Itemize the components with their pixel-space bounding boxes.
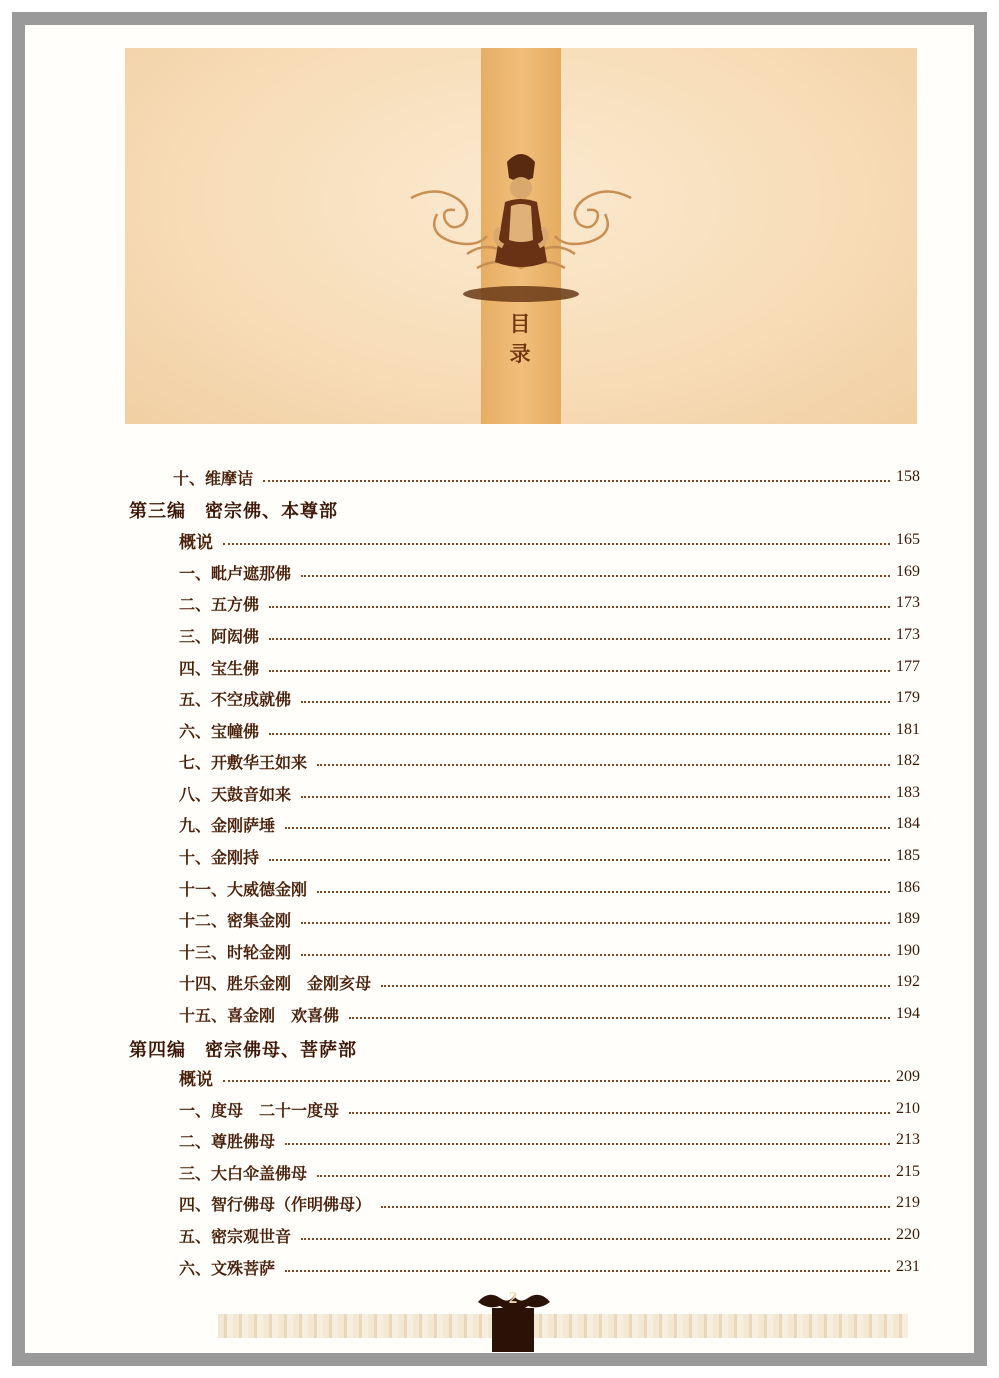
toc-entry[interactable] — [179, 686, 920, 710]
toc-entry[interactable] — [179, 718, 920, 742]
toc-entry-label: 十三、时轮金刚 — [179, 942, 292, 962]
toc-entry-label: 十五、喜金刚 欢喜佛 — [179, 1005, 340, 1025]
toc-entry[interactable] — [179, 749, 920, 773]
dot-leader — [269, 606, 890, 608]
dot-leader — [223, 1080, 890, 1082]
toc-entry[interactable] — [179, 1223, 920, 1247]
toc-entry-label: 二、尊胜佛母 — [179, 1131, 276, 1151]
toc-entry-label: 五、密宗观世音 — [179, 1226, 292, 1246]
toc-entry-label: 概说 — [179, 1069, 213, 1090]
dot-leader — [317, 891, 890, 893]
toc-entry-page: 219 — [896, 1194, 920, 1211]
dot-leader — [223, 543, 890, 545]
toc-entry-label: 十、金刚持 — [179, 847, 260, 867]
dot-leader — [301, 954, 890, 956]
toc-entry[interactable] — [179, 655, 920, 679]
dot-leader — [269, 638, 890, 640]
dot-leader — [285, 1143, 890, 1145]
toc-entry-page: 215 — [896, 1163, 920, 1180]
toc-entry[interactable] — [179, 844, 920, 868]
toc-entry[interactable] — [179, 812, 920, 836]
toc-entry[interactable] — [179, 623, 920, 647]
toc-entry-page: 182 — [896, 752, 920, 769]
page-number: 2 — [508, 1288, 518, 1307]
dot-leader — [317, 1175, 890, 1177]
toc-entry-page: 186 — [896, 879, 920, 896]
toc-entry[interactable] — [173, 465, 920, 489]
toc-entry-page: 210 — [896, 1100, 920, 1117]
dot-leader — [269, 859, 890, 861]
toc-entry-label: 三、阿闳佛 — [179, 626, 260, 646]
toc-entry-page: 177 — [896, 658, 920, 675]
dot-leader — [285, 1270, 890, 1272]
toc-entry-page: 194 — [896, 1005, 920, 1022]
toc-entry-label: 十四、胜乐金刚 金刚亥母 — [179, 973, 372, 993]
toc-entry-page: 169 — [896, 563, 920, 580]
toc-entry-label: 八、天鼓音如来 — [179, 784, 292, 804]
page — [25, 25, 974, 1353]
dot-leader — [317, 764, 890, 766]
toc-entry-label: 四、宝生佛 — [179, 658, 260, 678]
dot-leader — [263, 480, 890, 482]
toc-entry-label: 六、宝幢佛 — [179, 721, 260, 741]
dot-leader — [301, 796, 890, 798]
toc-title: 目 录 — [509, 311, 545, 366]
part-heading: 第三编 密宗佛、本尊部 — [129, 501, 338, 522]
dot-leader — [301, 575, 890, 577]
toc-entry[interactable] — [179, 876, 920, 900]
toc-entry[interactable] — [179, 1002, 920, 1026]
part-heading: 第四编 密宗佛母、菩萨部 — [129, 1040, 357, 1061]
toc-entry-label: 四、智行佛母（作明佛母） — [179, 1194, 372, 1214]
toc-entry-page: 209 — [896, 1068, 920, 1085]
toc-entry[interactable] — [179, 591, 920, 615]
toc-entry-label: 六、文殊菩萨 — [179, 1258, 276, 1278]
toc-entry-page: 231 — [896, 1258, 920, 1275]
toc-entry[interactable] — [179, 781, 920, 805]
dot-leader — [301, 1238, 890, 1240]
toc-entry-label: 十、维摩诘 — [173, 468, 254, 488]
dot-leader — [349, 1112, 890, 1114]
toc-entry-page: 179 — [896, 689, 920, 706]
dot-leader — [269, 733, 890, 735]
toc-entry-page: 158 — [896, 468, 920, 485]
toc-entry-label: 九、金刚萨埵 — [179, 815, 276, 835]
toc-entry-label: 概说 — [179, 532, 213, 553]
toc-entry-page: 173 — [896, 594, 920, 611]
toc-entry-label: 十二、密集金刚 — [179, 910, 292, 930]
dot-leader — [285, 827, 890, 829]
toc-entry-page: 183 — [896, 784, 920, 801]
dot-leader — [349, 1017, 890, 1019]
toc-entry-label: 一、毗卢遮那佛 — [179, 563, 292, 583]
footer-decorative-band — [218, 1314, 908, 1338]
toc-entry[interactable] — [179, 939, 920, 963]
toc-entry-label: 五、不空成就佛 — [179, 689, 292, 709]
toc-entry-label: 二、五方佛 — [179, 594, 260, 614]
toc-entry-page: 173 — [896, 626, 920, 643]
toc-entry-page: 192 — [896, 973, 920, 990]
dot-leader — [301, 701, 890, 703]
toc-entry-label: 一、度母 二十一度母 — [179, 1100, 340, 1120]
toc-entry-overview[interactable] — [179, 1065, 920, 1089]
toc-entry[interactable] — [179, 1128, 920, 1152]
toc-entry[interactable] — [179, 1191, 920, 1215]
toc-entry-label: 三、大白伞盖佛母 — [179, 1163, 308, 1183]
page-frame — [12, 12, 987, 1366]
bodhisattva-figure-illustration — [407, 144, 635, 304]
header-banner — [125, 48, 917, 424]
dot-leader — [269, 670, 890, 672]
toc-entry-page: 213 — [896, 1131, 920, 1148]
toc-entry[interactable] — [179, 907, 920, 931]
toc-entry-page: 181 — [896, 721, 920, 738]
toc-entry-page: 185 — [896, 847, 920, 864]
toc-entry[interactable] — [179, 1097, 920, 1121]
toc-entry-page: 190 — [896, 942, 920, 959]
dot-leader — [381, 1206, 890, 1208]
toc-entry-page: 189 — [896, 910, 920, 927]
toc-entry-page: 220 — [896, 1226, 920, 1243]
dot-leader — [381, 985, 890, 987]
toc-entry-label: 十一、大威德金刚 — [179, 879, 308, 899]
toc-entry[interactable] — [179, 1160, 920, 1184]
toc-entry[interactable] — [179, 970, 920, 994]
toc-entry-page: 184 — [896, 815, 920, 832]
toc-entry[interactable] — [179, 560, 920, 584]
toc-entry-page: 165 — [896, 531, 920, 548]
toc-entry-label: 七、开敷华王如来 — [179, 752, 308, 772]
toc-entry-overview[interactable] — [179, 528, 920, 552]
dot-leader — [301, 922, 890, 924]
toc-entry[interactable] — [179, 1255, 920, 1279]
